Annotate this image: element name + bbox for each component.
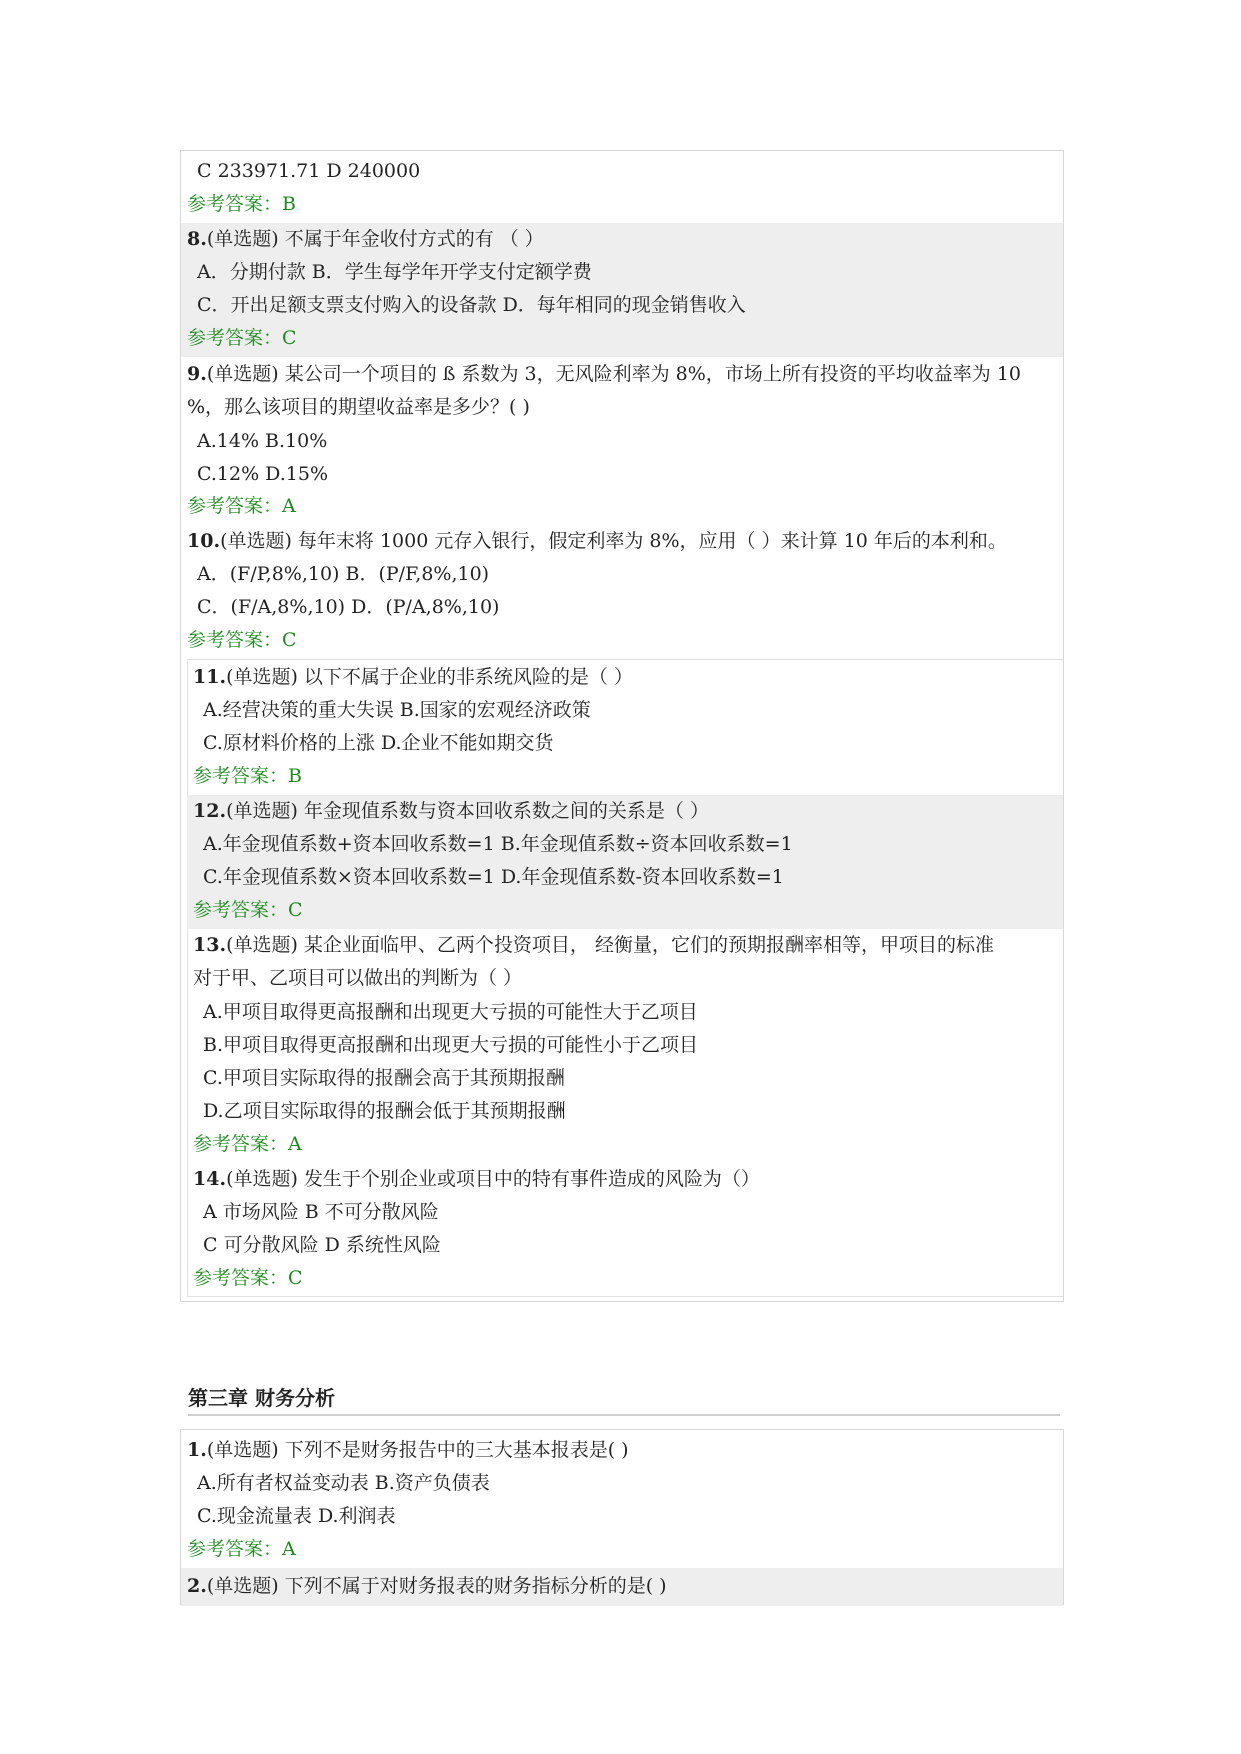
q14-options-cd: C 可分散风险 D 系统性风险 [203,1234,441,1256]
q9-options-cd: C.12% D.15% [197,463,328,485]
q9-stem: (单选题) 某公司一个项目的 ß 系数为 3，无风险利率为 8%，市场上所有投资的平均收益率为 10 [206,363,1022,385]
q13-option-c: C.甲项目实际取得的报酬会高于其预期报酬 [203,1067,565,1089]
q9-stem-line [187,358,1063,391]
question-7-tail [181,151,1063,223]
q9-stem-continued: %，那么该项目的期望收益率是多少？( ) [187,396,530,418]
q12-answer: 参考答案：C [193,899,303,921]
q8-stem-line [187,223,1063,256]
q9-number: 9. [187,363,207,385]
c3q1-options-ab: A.所有者权益变动表 B.资产负债表 [197,1472,490,1494]
q7-answer: 参考答案：B [187,193,296,215]
q10-number: 10. [187,530,221,552]
question-panel-2 [180,1429,1064,1605]
question-10 [181,525,1063,659]
chapter3-question-2 [181,1568,1063,1606]
q12-options-ab: A.年金现值系数+资本回收系数=1 B.年金现值系数÷资本回收系数=1 [203,833,793,855]
q8-options-ab: A．分期付款 B．学生每学年开学支付定额学费 [197,261,592,283]
q8-options-cd: C．开出足额支票支付购入的设备款 D．每年相同的现金销售收入 [197,294,746,316]
question-14 [187,1163,1063,1297]
q13-option-d: D.乙项目实际取得的报酬会低于其预期报酬 [203,1100,566,1122]
q13-stem: (单选题) 某企业面临甲、乙两个投资项目， 经衡量，它们的预期报酬率相等，甲项目的标准 [226,934,994,956]
q14-options-ab: A 市场风险 B 不可分散风险 [203,1201,439,1223]
q13-number: 13. [193,934,227,956]
q13-option-a: A.甲项目取得更高报酬和出现更大亏损的可能性大于乙项目 [203,1001,698,1023]
question-8 [181,223,1063,357]
chapter3-question-1 [181,1430,1063,1564]
q13-stem-line [193,929,1063,962]
c3q2-number: 2. [187,1575,207,1597]
q14-number: 14. [193,1168,227,1190]
q10-answer: 参考答案：C [187,629,297,651]
q8-answer: 参考答案：C [187,327,297,349]
q11-stem-line [193,661,1063,694]
c3q2-stem: (单选题) 下列不属于对财务报表的财务指标分析的是( ) [206,1575,667,1597]
question-11 [187,661,1063,795]
q12-stem-line [193,795,1063,828]
q10-stem: (单选题) 每年末将 1000 元存入银行，假定利率为 8%，应用（ ）来计算 10 年后的本利和。 [220,530,1007,552]
q8-stem: (单选题) 不属于年金收付方式的有 （ ） [206,228,544,250]
q11-options-ab: A.经营决策的重大失误 B.国家的宏观经济政策 [203,699,591,721]
q10-options-cd: C．(F/A,8%,10) D．(P/A,8%,10) [197,596,500,618]
q11-options-cd: C.原材料价格的上涨 D.企业不能如期交货 [203,732,554,754]
c3q1-stem: (单选题) 下列不是财务报告中的三大基本报表是( ) [206,1439,629,1461]
c3q2-stem-line [187,1570,1063,1603]
q14-stem-line [193,1163,1063,1196]
q13-stem-continued: 对于甲、乙项目可以做出的判断为（ ） [193,967,523,989]
q10-stem-line [187,525,1063,558]
q9-options-ab: A.14% B.10% [197,430,328,452]
divider [187,659,1063,660]
q7-options-cd: C 233971.71 D 240000 [197,160,421,182]
question-12 [187,795,1063,929]
question-9 [181,357,1063,525]
q10-options-ab: A．(F/P,8%,10) B．(P/F,8%,10) [197,563,490,585]
c3q1-stem-line [187,1434,1063,1467]
q13-option-b: B.甲项目取得更高报酬和出现更大亏损的可能性小于乙项目 [203,1034,699,1056]
q12-number: 12. [193,800,227,822]
question-13 [187,929,1063,1163]
q11-number: 11. [193,666,227,688]
q8-number: 8. [187,228,207,250]
q11-stem: (单选题) 以下不属于企业的非系统风险的是（ ） [226,666,633,688]
c3q1-number: 1. [187,1439,207,1461]
chapter-heading: 第三章 财务分析 [188,1386,335,1410]
chapter-divider [188,1414,1060,1416]
q9-answer: 参考答案：A [187,495,296,517]
c3q1-answer: 参考答案：A [187,1538,296,1560]
q12-stem: (单选题) 年金现值系数与资本回收系数之间的关系是（ ） [226,800,709,822]
question-panel-1 [180,150,1064,1302]
q13-answer: 参考答案：A [193,1133,302,1155]
q14-stem: (单选题) 发生于个别企业或项目中的特有事件造成的风险为（） [226,1168,760,1190]
q11-answer: 参考答案：B [193,765,302,787]
c3q1-options-cd: C.现金流量表 D.利润表 [197,1505,396,1527]
q14-answer: 参考答案：C [193,1267,303,1289]
q12-options-cd: C.年金现值系数×资本回收系数=1 D.年金现值系数-资本回收系数=1 [203,866,784,888]
